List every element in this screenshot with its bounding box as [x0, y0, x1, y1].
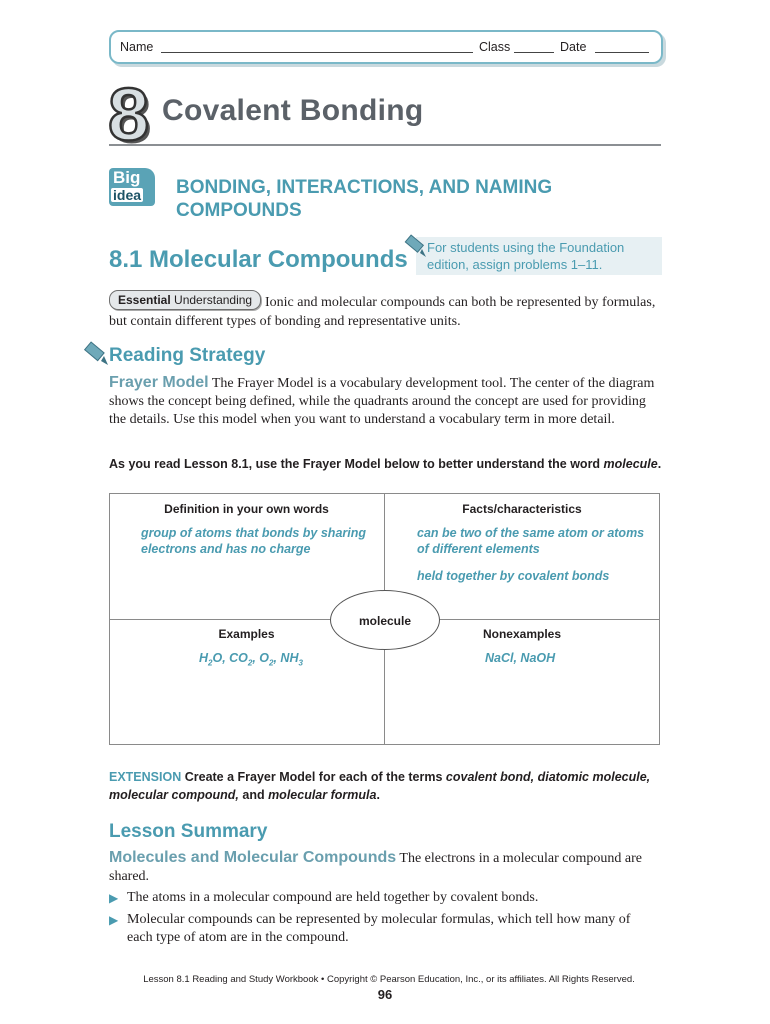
bullet-text: The atoms in a molecular compound are held together by covalent bonds.: [127, 890, 539, 905]
instruction-word: molecule: [603, 457, 658, 471]
extension-label: EXTENSION: [109, 770, 182, 784]
big-idea-badge-big: Big: [113, 168, 141, 187]
molecules-lead: Molecules and Molecular Compounds: [109, 849, 397, 866]
list-item: [109, 911, 661, 947]
class-field-line[interactable]: [514, 52, 554, 53]
ex-o-sub: 2: [269, 658, 274, 668]
facts-answer-1[interactable]: can be two of the same atom or atoms of different elements: [417, 526, 645, 556]
date-label: Date: [560, 40, 587, 54]
frayer-model-lead: Frayer Model: [109, 374, 209, 391]
bullet-arrow-icon: ▶: [109, 891, 119, 905]
chapter-number: 8: [108, 73, 150, 156]
page-number: 96: [377, 987, 393, 1002]
copyright-footer: Lesson 8.1 Reading and Study Workbook • Copyright © Pearson Education, Inc., or its affiliates. All Rights Reserved.: [143, 974, 635, 985]
bullet-text: Molecular compounds can be represented by molecular formulas, which tell how many of each type of atom are in the compound.: [127, 912, 631, 945]
name-label: Name: [120, 40, 154, 54]
big-idea-badge: [109, 168, 155, 206]
name-field-line[interactable]: [161, 52, 473, 53]
bullet-arrow-icon: ▶: [109, 913, 119, 927]
instruction-period: .: [657, 457, 662, 471]
reading-strategy-paragraph: [109, 374, 661, 429]
extension-term-last: molecular formula: [268, 788, 377, 802]
ex-co-sub: 2: [247, 658, 253, 668]
pencil-icon: [402, 233, 428, 259]
ex-o: O, CO: [212, 651, 248, 665]
reading-strategy-pencil-icon: [82, 339, 110, 367]
ex-h: H: [199, 651, 209, 665]
frayer-center-label: molecule: [358, 614, 412, 628]
facts-heading: Facts/characteristics: [462, 502, 582, 516]
student-info-header: [109, 30, 663, 64]
frayer-instruction: [109, 457, 669, 471]
class-label: Class: [479, 40, 511, 54]
nonexamples-heading: Nonexamples: [482, 627, 562, 641]
essential-tag-bold: Essential: [118, 293, 171, 307]
extension-period: .: [376, 788, 380, 802]
section-title: 8.1 Molecular Compounds: [109, 246, 408, 273]
chapter-title: Covalent Bonding: [162, 94, 424, 127]
nonexamples-answer[interactable]: NaCl, NaOH: [485, 651, 556, 665]
extension-text-2: and: [238, 788, 269, 802]
facts-answer-2[interactable]: held together by covalent bonds: [417, 569, 610, 583]
examples-heading: Examples: [218, 627, 275, 641]
extension-terms: covalent bond, diatomic molecule, molecular compound,: [109, 770, 651, 802]
extension-text-1: Create a Frayer Model for each of the terms: [181, 770, 446, 784]
definition-heading: Definition in your own words: [164, 502, 329, 516]
big-idea-badge-idea: idea: [113, 187, 142, 203]
examples-answer[interactable]: [199, 650, 359, 672]
instruction-text: As you read Lesson 8.1, use the Frayer Model below to better understand the word: [109, 457, 604, 471]
chapter-divider: [109, 144, 661, 146]
big-idea-text: BONDING, INTERACTIONS, AND NAMING COMPOUNDS: [176, 177, 553, 221]
ex-nh-sub: 3: [298, 658, 303, 668]
extension-prompt: [109, 768, 669, 804]
date-field-line[interactable]: [595, 52, 649, 53]
reading-strategy-title: Reading Strategy: [109, 345, 266, 366]
ex-h-sub: 2: [208, 658, 213, 668]
frayer-model-description: The Frayer Model is a vocabulary development tool. The center of the diagram shows the concept being defined, while the quadrants around the concept are used for providing the details. Use this model when you want to understand a vocabulary term in more detail.: [109, 376, 655, 427]
lesson-summary-paragraph: [109, 849, 661, 886]
essential-understanding-tag: [109, 290, 261, 310]
list-item: [109, 889, 661, 908]
molecules-text: The electrons in a molecular compound are shared.: [109, 851, 642, 884]
essential-tag-rest: Understanding: [174, 293, 253, 307]
ex-nh: , NH: [273, 651, 299, 665]
ex-o2: , O: [252, 651, 270, 665]
essential-understanding-text: Ionic and molecular compounds can both be represented by formulas, but contain different types of bonding and representative units.: [109, 295, 656, 329]
lesson-summary-title: Lesson Summary: [109, 821, 268, 842]
foundation-edition-note: For students using the Foundation edition, assign problems 1–11.: [427, 240, 625, 272]
definition-answer[interactable]: group of atoms that bonds by sharing electrons and has no charge: [141, 526, 366, 556]
